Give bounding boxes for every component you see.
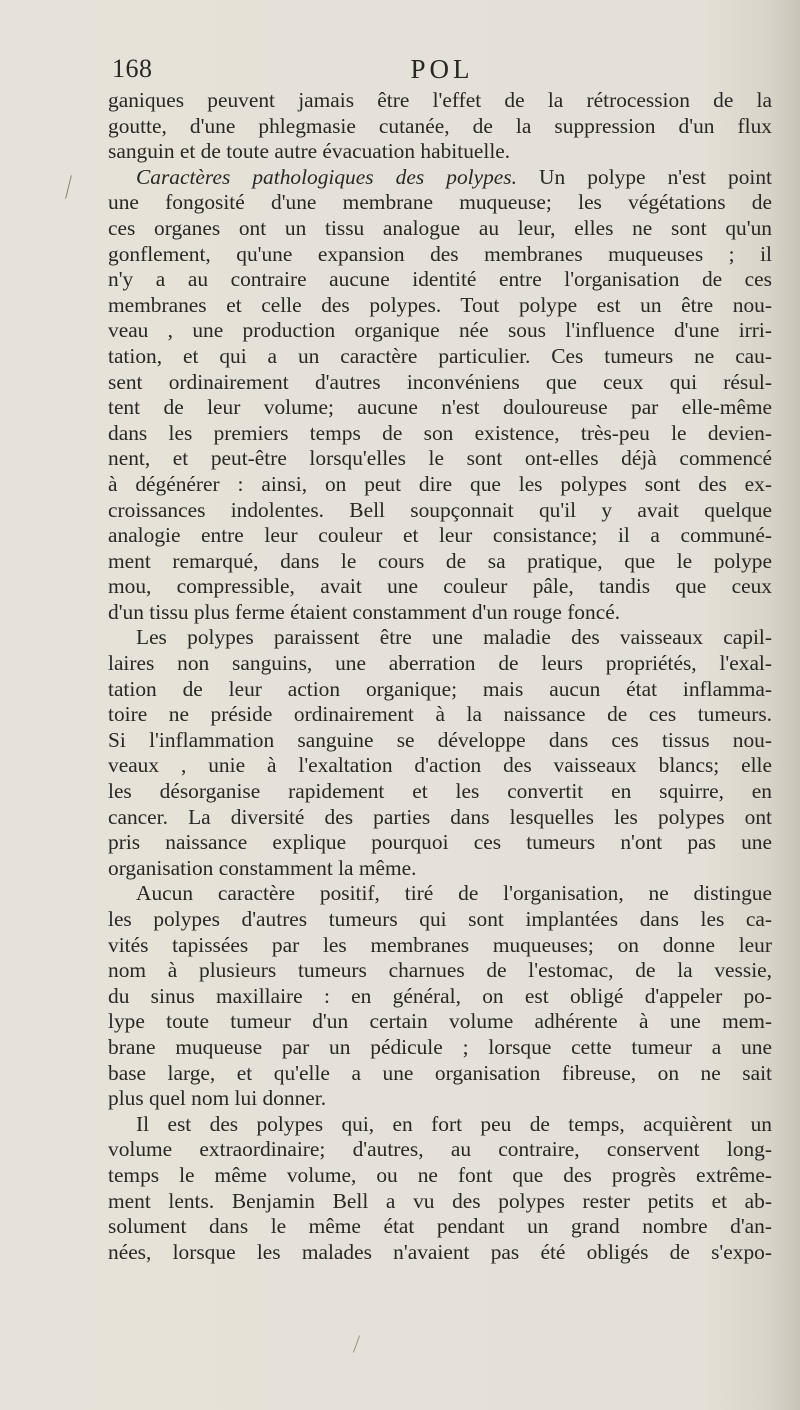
line-text: vités tapissées par les membranes muqueuses; on donne leur [108, 932, 772, 957]
line-text: les désorganise rapidement et les convertit en squirre, en [108, 779, 772, 804]
line-text: goutte, d'une phlegmasie cutanée, de la suppression d'un flux [108, 113, 772, 138]
line-text: une fongosité d'une membrane muqueuse; les végétations de [108, 190, 772, 215]
text-line [108, 1189, 772, 1215]
line-text: nom à plusieurs tumeurs charnues de l'estomac, de la vessie, [108, 958, 772, 983]
line-text: pris naissance explique pourquoi ces tumeurs n'ont pas une [108, 830, 772, 855]
text-line [108, 421, 772, 447]
line-text: n'y a au contraire aucune identité entre l'organisation de ces [108, 267, 772, 292]
line-text: base large, et qu'elle a une organisation fibreuse, on ne sait [108, 1060, 772, 1085]
page-header [112, 54, 772, 88]
text-line [108, 472, 772, 498]
line-text: veau , une production organique née sous l'influence d'une irri- [108, 318, 772, 343]
text-line [108, 523, 772, 549]
line-text: gonflement, qu'une expansion des membranes muqueuses ; il [108, 241, 772, 266]
line-text: solument dans le même état pendant un grand nombre d'an- [108, 1214, 772, 1239]
text-line [108, 216, 772, 242]
line-text: Un polype n'est point [516, 164, 772, 189]
line-text: analogie entre leur couleur et leur consistance; il a communé- [108, 523, 772, 548]
line-text: ment lents. Benjamin Bell a vu des polypes rester petits et ab- [108, 1188, 772, 1213]
text-line [108, 1009, 772, 1035]
text-line [108, 677, 772, 703]
text-line [108, 139, 772, 165]
text-line [108, 293, 772, 319]
line-text: les polypes d'autres tumeurs qui sont implantées dans les ca- [108, 907, 772, 931]
line-text: plus quel nom lui donner. [108, 1086, 327, 1111]
line-text: Aucun caractère positif, tiré de l'organisation, ne distingue [136, 881, 772, 906]
line-text: du sinus maxillaire : en général, on est obligé d'appeler po- [108, 983, 772, 1008]
line-text: Les polypes paraissent être une maladie des vaisseaux capil- [136, 625, 772, 650]
line-text: ganiques peuvent jamais être l'effet de la rétrocession de la [108, 88, 772, 112]
line-text: lype toute tumeur d'un certain volume adhérente à une mem- [108, 1009, 772, 1034]
line-text: Il est des polypes qui, en fort peu de temps, acquièrent un [136, 1111, 772, 1136]
line-text: ces organes ont un tissu analogue au leur, elles ne sont qu'un [108, 215, 772, 240]
text-line [108, 958, 772, 984]
text-line [108, 370, 772, 396]
line-text: organisation constamment la même. [108, 855, 417, 880]
italic-heading: Caractères pathologiques des polypes. [136, 164, 517, 189]
margin-mark [353, 1335, 360, 1352]
text-line [108, 242, 772, 268]
text-line [108, 600, 772, 626]
line-text: nent, et peut-être lorsqu'elles le sont ont-elles déjà commencé [108, 446, 772, 471]
running-head: POL [410, 54, 474, 84]
text-line [108, 1163, 772, 1189]
line-text: d'un tissu plus ferme étaient constamment d'un rouge foncé. [108, 599, 621, 624]
page-number: 168 [112, 54, 153, 83]
text-line [108, 753, 772, 779]
line-text: membranes et celle des polypes. Tout polype est un être nou- [108, 292, 772, 317]
line-text: ment remarqué, dans le cours de sa pratique, que le polype [108, 548, 772, 573]
text-line [108, 805, 772, 831]
line-text: mou, compressible, avait une couleur pâle, tandis que ceux [108, 574, 772, 599]
text-line [108, 498, 772, 524]
line-text: toire ne préside ordinairement à la naissance de ces tumeurs. [108, 702, 772, 727]
text-line [108, 1035, 772, 1061]
line-text: Si l'inflammation sanguine se développe dans ces tissus nou- [108, 727, 772, 752]
text-line [108, 190, 772, 216]
line-text: tation, et qui a un caractère particulier. Ces tumeurs ne cau- [108, 343, 772, 368]
line-text: cancer. La diversité des parties dans lesquelles les polypes ont [108, 804, 772, 829]
text-line [108, 574, 772, 600]
line-text: croissances indolentes. Bell soupçonnait qu'il y avait quelque [108, 497, 772, 522]
text-line [108, 165, 772, 191]
line-text: tation de leur action organique; mais aucun état inflamma- [108, 676, 772, 701]
margin-mark [65, 175, 72, 199]
text-line [108, 728, 772, 754]
text-line [108, 1112, 772, 1138]
line-text: sent ordinairement d'autres inconvéniens que ceux qui résul- [108, 369, 772, 394]
text-line [108, 881, 772, 907]
text-line [108, 114, 772, 140]
text-line [108, 1061, 772, 1087]
line-text: laires non sanguins, une aberration de leurs propriétés, l'exal- [108, 651, 772, 676]
line-text: tent de leur volume; aucune n'est douloureuse par elle-même [108, 395, 772, 420]
text-line [108, 625, 772, 651]
text-line [108, 344, 772, 370]
line-text: à dégénérer : ainsi, on peut dire que les polypes sont des ex- [108, 471, 772, 496]
text-line [108, 1137, 772, 1163]
body-text [108, 88, 772, 1265]
line-text: sanguin et de toute autre évacuation habituelle. [108, 139, 511, 164]
text-line [108, 856, 772, 882]
text-line [108, 1214, 772, 1240]
text-line [108, 984, 772, 1010]
text-line [108, 1086, 772, 1112]
line-text: veaux , unie à l'exaltation d'action des vaisseaux blancs; elle [108, 753, 772, 778]
text-line [108, 830, 772, 856]
text-line [108, 318, 772, 344]
line-text: nées, lorsque les malades n'avaient pas été obligés de s'expo- [108, 1239, 772, 1264]
line-text: dans les premiers temps de son existence, très-peu le devien- [108, 420, 772, 445]
text-line [108, 779, 772, 805]
line-text: temps le même volume, ou ne font que des progrès extrême- [108, 1162, 772, 1187]
line-text: volume extraordinaire; d'autres, au contraire, conservent long- [108, 1137, 772, 1162]
text-line [108, 446, 772, 472]
text-line [108, 267, 772, 293]
text-line [108, 702, 772, 728]
line-text: brane muqueuse par un pédicule ; lorsque cette tumeur a une [108, 1034, 772, 1059]
text-line [108, 933, 772, 959]
text-line [108, 395, 772, 421]
text-line [108, 907, 772, 933]
text-line [108, 1240, 772, 1266]
text-line [108, 651, 772, 677]
text-line [108, 549, 772, 575]
text-line [108, 88, 772, 114]
